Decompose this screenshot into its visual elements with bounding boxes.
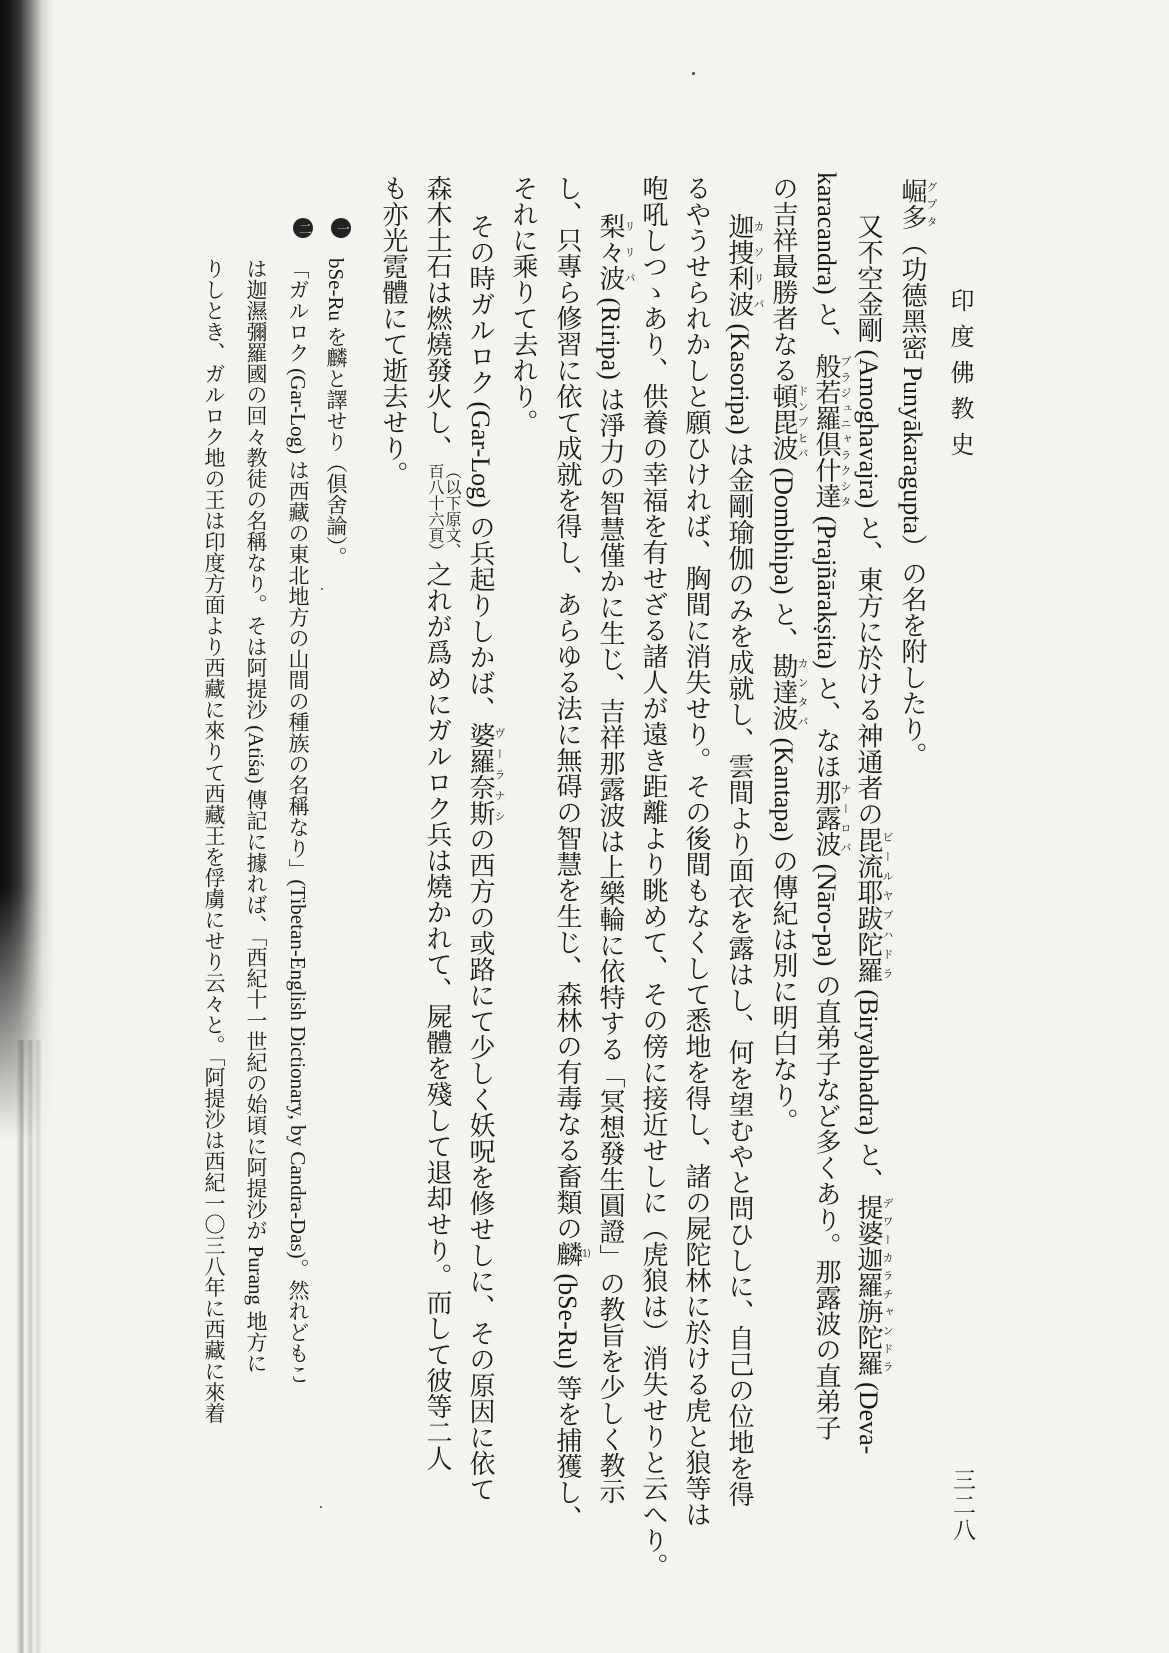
ruby-reading: ナーロパ xyxy=(839,779,852,858)
ruby-word xyxy=(725,213,765,317)
warichu-note xyxy=(426,463,460,559)
ruby-word xyxy=(812,779,852,858)
ruby-reading: カンタパ xyxy=(796,653,809,732)
text-run: の西方の或路にて少しく妖呪を修せしに、その原因に依て xyxy=(466,826,495,1503)
text-column xyxy=(683,175,709,1527)
ruby-word xyxy=(898,178,938,230)
ruby-base: 般若羅倶什達 xyxy=(812,353,841,510)
ruby-word xyxy=(812,353,852,510)
text-column xyxy=(899,178,938,768)
text-column xyxy=(467,213,506,1502)
scan-speck xyxy=(692,72,695,75)
ruby-reading: プラジュニャラクシタ xyxy=(839,353,852,510)
text-run: (Deva- xyxy=(854,1375,883,1455)
text-run: (Nāro-pa) の直弟子など多くあり。那露波の直弟子 xyxy=(812,857,841,1441)
scan-speck xyxy=(320,1506,322,1508)
text-run: (Prajñārakṣita) と、なほ xyxy=(812,509,841,780)
text-column xyxy=(770,175,809,1134)
text-column xyxy=(855,213,894,1454)
footnote-marker: 一 xyxy=(331,218,351,238)
text-run: も亦光霓體にて逝去せり。 xyxy=(379,175,408,487)
text-run: の吉祥最勝者なる xyxy=(769,175,798,383)
text-run: （功德黑密 Punyākaragupta）の名を附したり。 xyxy=(898,230,927,769)
text-column xyxy=(813,172,852,1441)
ruby-word xyxy=(466,722,506,827)
text-run: し、只專ら修習に依て成就を得し、あらゆる法に無碍の智慧を生じ、森林の有毒なる畜類の xyxy=(553,175,582,1241)
ruby-word xyxy=(769,383,809,461)
text-run: (Dombhipa) と、 xyxy=(769,461,798,654)
text-column xyxy=(597,213,636,1504)
warichu-line: （以下原文、 xyxy=(442,463,460,559)
text-run: karacandra) と、 xyxy=(812,172,841,354)
text-column xyxy=(554,175,591,1531)
ruby-reading: カソリパ xyxy=(752,213,765,317)
binding-shadow xyxy=(0,0,54,1140)
text-run: 「ガルロク (Gar-Log) は西藏の東北地方の山間の種族の名稱なり」(Tibetan-English Dictionary, by Candra-Das)。然れどもこ xyxy=(286,258,310,1385)
footnote-column xyxy=(287,218,313,1385)
text-column xyxy=(510,175,536,435)
ruby-word xyxy=(596,213,636,291)
text-run: りしとき、ガルロク地の王は印度方面より西藏に來りて西藏王を俘虜にせり云々と。「阿提沙は西紀一〇三八年に西藏に來着 xyxy=(202,258,226,1424)
footnote-column xyxy=(245,258,266,1373)
running-header-title: 印度佛教史 xyxy=(946,288,974,468)
text-run: は迦濕彌羅國の回々教徒の名稱なり。そは阿提沙 (Atiśa) 傳記に據れば、「西紀十一世紀の始頃に阿提沙が Purang 地方に xyxy=(244,258,268,1374)
text-column xyxy=(380,175,406,487)
text-run: 之れが爲めにガルロク兵は燒かれて、屍體を殘して退却せり。而して彼等二人 xyxy=(423,561,452,1471)
ruby-reading: デワーカラチャンドラ xyxy=(881,1193,894,1376)
text-run: その時ガルロク (Gar-Log) の兵起りしかば、 xyxy=(466,213,495,723)
text-run: 咆吼しつゝあり、供養の幸福を有せざる諸人が遠き距離より眺めて、その傍に接近せしに（虎狼は）消失せりと云へり。 xyxy=(639,175,668,1579)
note-reference xyxy=(553,1241,591,1267)
text-run: (Riripa) は淨力の智慧僅かに生じ、吉祥那露波は上樂輪に依特する「冥想發生圓證」の教旨を少しく教示 xyxy=(596,291,625,1505)
ruby-base: 婆羅奈斯 xyxy=(466,722,495,827)
text-run: るやうせられかしと願ひければ、胸間に消失せり。その後間もなくして悉地を得し、諸の屍陀林に於ける虎と狼等は xyxy=(682,175,711,1527)
text-run: (Biryabhadra) と、 xyxy=(854,982,883,1194)
ruby-word xyxy=(854,1193,894,1376)
text-run: 森木土石は燃燒發火し、 xyxy=(423,175,452,461)
ruby-base: 頓毘波 xyxy=(769,383,798,461)
text-column xyxy=(726,213,765,1507)
ruby-base: 迦捜利波 xyxy=(725,213,754,317)
ruby-reading: グプタ xyxy=(925,178,938,230)
footnote-column xyxy=(203,258,224,1424)
ruby-reading: ビールヤブハドラ xyxy=(881,826,894,983)
ruby-base: 勘達波 xyxy=(769,653,798,732)
warichu-line: 百八十六頁） xyxy=(425,463,443,559)
scan-speck xyxy=(321,588,323,590)
text-column xyxy=(424,175,460,1471)
ruby-word xyxy=(854,826,894,983)
text-run: それに乘りて去れり。 xyxy=(509,175,538,435)
page-number: 三二八 xyxy=(949,1468,975,1543)
ruby-reading: ドンブヒパ xyxy=(796,383,809,461)
footnote-marker: 二 xyxy=(293,218,313,238)
ruby-reading: ヴーラナシ xyxy=(493,722,506,827)
footnote-column xyxy=(325,218,351,568)
text-run: (bSe-Ru) 等を捕獲し、 xyxy=(553,1267,582,1532)
ruby-word xyxy=(769,653,809,732)
text-run: (Kasoripa) は金剛瑜伽のみを成就し、雲間より面衣を露はし、何を望むやと問ひしに、自己の位地を得 xyxy=(725,317,754,1508)
text-column xyxy=(640,175,666,1579)
text-run: (Kantapa) の傳紀は別に明白なり。 xyxy=(769,731,798,1135)
ruby-base: 麟 xyxy=(553,1241,582,1267)
ruby-reading: リリパ xyxy=(623,213,636,291)
text-run: 又不空金剛 (Amoghavajra) と、東方に於ける神通者の xyxy=(854,213,883,827)
ruby-base: 梨々波 xyxy=(596,213,625,291)
ruby-base: 毘流耶跋陀羅 xyxy=(854,826,883,983)
text-run: bSe-Ru を麟と譯せり（倶舍論）。 xyxy=(324,258,348,568)
ruby-base: 崛多 xyxy=(898,178,927,230)
ruby-base: 提婆迦羅旃陀羅 xyxy=(854,1193,883,1376)
binding-streaks xyxy=(16,1040,42,1653)
note-reference-mark: (1) xyxy=(579,1249,591,1259)
ruby-base: 那露波 xyxy=(812,779,841,858)
